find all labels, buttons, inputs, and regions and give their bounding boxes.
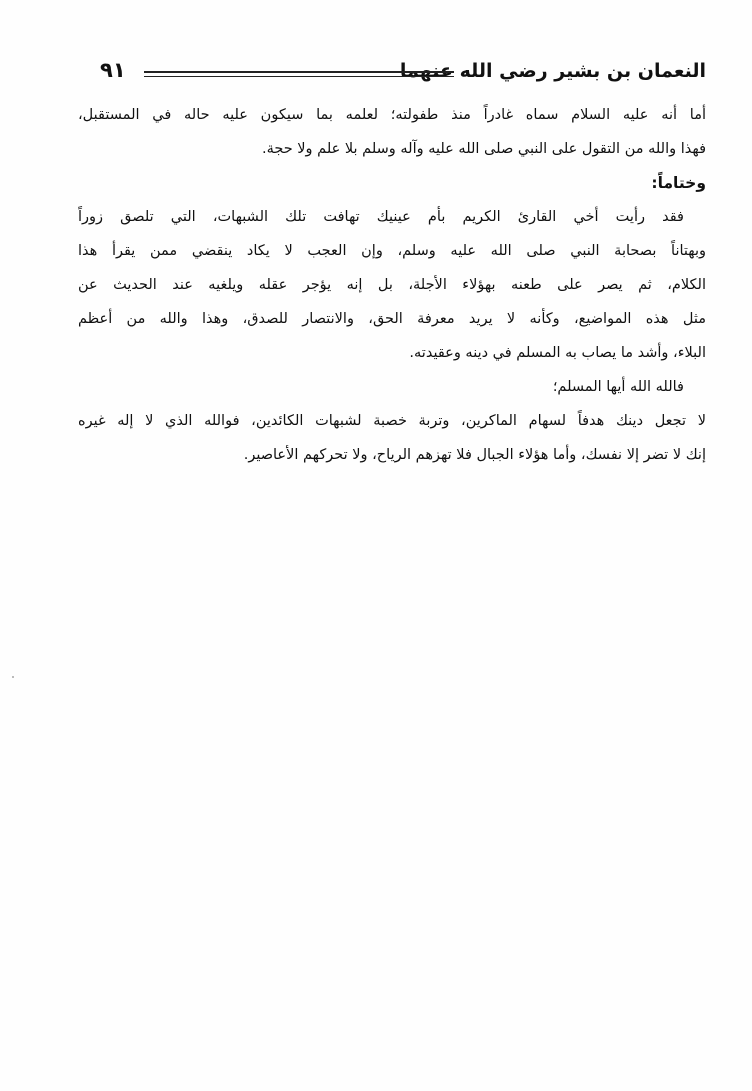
text-line: إنك لا تضر إلا نفسك، وأما هؤلاء الجبال فلا تهزهم الرياح، ولا تحركهم الأعاصير. [243,447,706,463]
text-line: البلاء، وأشد ما يصاب به المسلم في دينه وعقيدته. [409,345,706,361]
text-line: فهذا والله من التقول على النبي صلى الله عليه وآله وسلم بلا علم ولا حجة. [261,141,706,157]
text-line: وبهتاناً بصحابة النبي صلى الله عليه وسلم، وإن العجب لا يكاد ينقضي ممن يقرأ هذا [78,243,706,259]
running-title: النعمان بن بشير رضي الله عنهما [399,60,706,82]
section-heading: وختاماً: [651,174,706,192]
scan-speck [12,676,14,678]
body-text [78,98,706,472]
text-line: لا تجعل دينك هدفاً لسهام الماكرين، وتربة خصبة لشبهات الكائدين، فوالله الذي لا إله غيره [78,413,706,429]
text-line: فقد رأيت أخي القارئ الكريم بأم عينيك تهافت تلك الشبهات، التي تلصق زوراً [78,209,684,225]
text-line: فالله الله أيها المسلم؛ [552,379,684,395]
text-line: مثل هذه المواضيع، وكأنه لا يريد معرفة الحق، والانتصار للصدق، وهذا والله من أعظم [78,311,706,327]
page-number: ٩١ [100,58,126,82]
text-line: أما أنه عليه السلام سماه غادراً منذ طفولته؛ لعلمه بما سيكون عليه حاله في المستقبل، [78,107,706,123]
text-line: الكلام، ثم يصر على طعنه بهؤلاء الأجلة، بل إنه يؤجر عقله ويلغيه عند الحديث عن [78,277,706,293]
page-header [82,58,706,92]
header-rule [144,71,454,77]
